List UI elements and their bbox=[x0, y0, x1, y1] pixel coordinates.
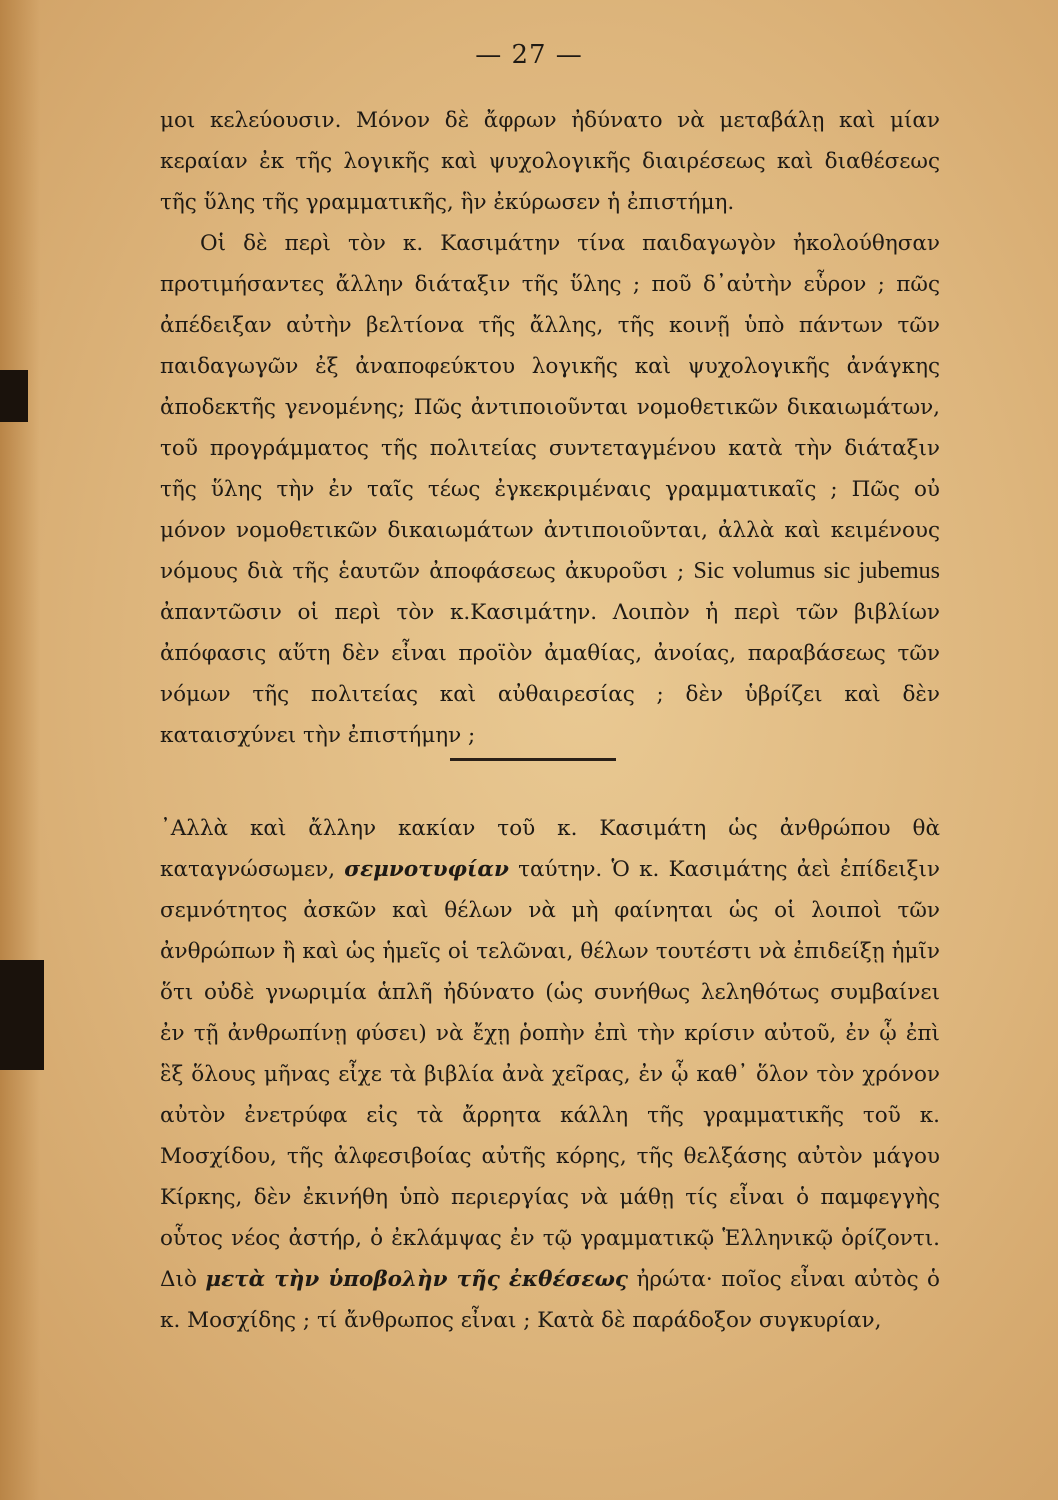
paragraph bbox=[160, 808, 940, 1341]
page-edge-shadow bbox=[0, 0, 40, 1500]
section-divider bbox=[450, 758, 616, 761]
emphasized-text: σεμνοτυφίαν bbox=[344, 857, 509, 882]
binding-mark bbox=[0, 370, 28, 422]
paragraph-text: ἀπαντῶσιν οἱ περὶ τὸν κ.Κασιμάτην. Λοιπὸν ἡ περὶ τῶν βιβλίων ἀπόφασις αὕτη δὲν εἶναι προϊὸν ἀμαθίας, ἀνοίας, παραβάσεως τῶν νόμων τῆς πολιτείας καὶ αὐθαιρεσίας ; δὲν ὑβρίζει καὶ δὲν καταισχύνει τὴν ἐπιστήμην ; bbox=[160, 600, 940, 748]
paragraph bbox=[160, 223, 940, 756]
paragraph: μοι κελεύουσιν. Μόνον δὲ ἄφρων ἠδύνατο νὰ μεταβάλῃ καὶ μίαν κεραίαν ἐκ τῆς λογικῆς καὶ ψυχολογικῆς διαιρέσεως καὶ διαθέσεως τῆς ὕλης τῆς γραμματικῆς, ἣν ἐκύρωσεν ἡ ἐπιστήμη. bbox=[160, 108, 940, 215]
paragraph-text: ταύτην. Ὁ κ. Κασιμάτης ἀεὶ ἐπίδειξιν σεμνότητος ἀσκῶν καὶ θέλων νὰ μὴ φαίνηται ὡς οἱ λοιποὶ τῶν ἀνθρώπων ἢ καὶ ὡς ἡμεῖς οἱ τελῶναι, θέλων τουτέστι νὰ ἐπιδείξῃ ἡμῖν ὅτι οὐδὲ γνωριμία ἁπλῆ ἠδύνατο (ὡς συνήθως λεληθότως συμβαίνει ἐν τῇ ἀνθρωπίνῃ φύσει) νὰ ἔχῃ ῥοπὴν ἐπὶ τὴν κρίσιν αὐτοῦ, ἐν ᾧ ἐπὶ ἓξ ὅλους μῆνας εἶχε τὰ βιβλία ἀνὰ χεῖρας, ἐν ᾧ καθ᾽ ὅλον τὸν χρόνον αὐτὸν ἐνετρύφα εἰς τὰ ἄρρητα κάλλη τῆς γραμματικῆς τοῦ κ. Μοσχίδου, τῆς ἀλφεσιβοίας αὐτῆς κόρης, τῆς θελξάσης αὐτὸν μάγου Κίρκης, δὲν ἐκινήθη ὑπὸ περιεργίας νὰ μάθῃ τίς εἶναι ὁ παμφεγγὴς οὗτος νέος ἀστήρ, ὁ ἐκλάμψας ἐν τῷ γραμματικῷ Ἑλληνικῷ ὁρίζοντι. Διὸ bbox=[160, 857, 940, 1292]
page-number: — 27 — bbox=[475, 40, 583, 70]
paragraph-text: ἠρώτα· ποῖος εἶναι αὐτὸς ὁ κ. Μοσχίδης ; τί ἄνθρωπος εἶναι ; Κατὰ δὲ παράδοξον συγκυρίαν, bbox=[160, 1267, 940, 1333]
paragraph-text: ᾿Αλλὰ καὶ ἄλλην κακίαν τοῦ κ. Κασιμάτη ὡς ἀνθρώπου θὰ καταγνώσωμεν, bbox=[160, 816, 940, 882]
text-section-1 bbox=[160, 100, 940, 756]
binding-mark bbox=[0, 960, 44, 1070]
text-section-2 bbox=[160, 808, 940, 1341]
latin-phrase: Sic volumus sic jubemus bbox=[693, 558, 940, 584]
emphasized-text: μετὰ τὴν ὑποβολὴν τῆς ἐκθέσεως bbox=[205, 1267, 629, 1292]
paragraph-text: Οἱ δὲ περὶ τὸν κ. Κασιμάτην τίνα παιδαγωγὸν ἠκολούθησαν προτιμήσαντες ἄλλην διάταξιν τῆς ὕλης ; ποῦ δ᾽αὐτὴν εὗρον ; πῶς ἀπέδειξαν αὐτὴν βελτίονα τῆς ἄλλης, τῆς κοινῇ ὑπὸ πάντων τῶν παιδαγωγῶν ἐξ ἀναποφεύκτου λογικῆς καὶ ψυχολογικῆς ἀνάγκης ἀποδεκτῆς γενομένης; Πῶς ἀντιποιοῦνται νομοθετικῶν δικαιωμάτων, τοῦ προγράμματος τῆς πολιτείας συντεταγμένου κατὰ τὴν διάταξιν τῆς ὕλης τὴν ἐν ταῖς τέως ἐγκεκριμέναις γραμματικαῖς ; Πῶς οὐ μόνον νομοθετικῶν δικαιωμάτων ἀντιποιοῦνται, ἀλλὰ καὶ κειμένους νόμους διὰ τῆς ἑαυτῶν ἀποφάσεως ἀκυροῦσι ; bbox=[160, 231, 940, 584]
